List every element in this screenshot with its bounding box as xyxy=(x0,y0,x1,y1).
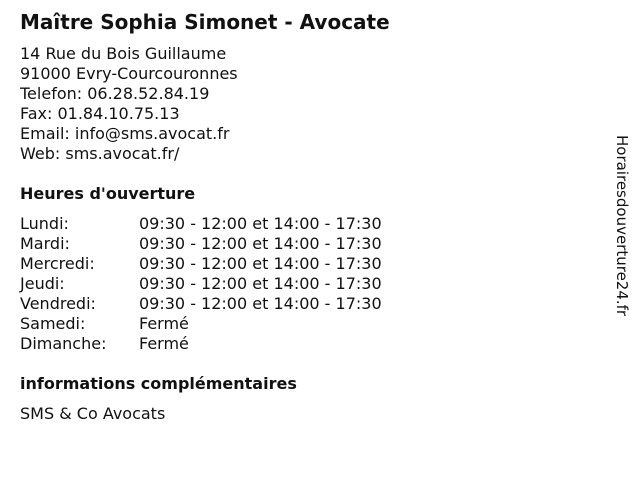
site-watermark: Horairesdouverture24.fr xyxy=(613,135,631,317)
day-label: Mardi: xyxy=(20,234,70,253)
time-value: 09:30 - 12:00 et 14:00 - 17:30 xyxy=(139,274,382,293)
day-label: Vendredi: xyxy=(20,294,96,313)
time-value: 09:30 - 12:00 et 14:00 - 17:30 xyxy=(139,254,382,273)
additional-info-heading: informations complémentaires xyxy=(20,374,297,393)
day-label: Lundi: xyxy=(20,214,69,233)
address-street: 14 Rue du Bois Guillaume xyxy=(20,44,227,63)
day-label: Samedi: xyxy=(20,314,86,333)
time-value: Fermé xyxy=(139,314,189,333)
day-label: Dimanche: xyxy=(20,334,107,353)
business-title: Maître Sophia Simonet - Avocate xyxy=(20,10,390,34)
day-label: Mercredi: xyxy=(20,254,95,273)
website: Web: sms.avocat.fr/ xyxy=(20,144,180,163)
phone-number: Telefon: 06.28.52.84.19 xyxy=(20,84,210,103)
time-value: 09:30 - 12:00 et 14:00 - 17:30 xyxy=(139,294,382,313)
email-address: Email: info@sms.avocat.fr xyxy=(20,124,230,143)
contact-info xyxy=(20,44,238,164)
time-value: 09:30 - 12:00 et 14:00 - 17:30 xyxy=(139,234,382,253)
address-city: 91000 Evry-Courcouronnes xyxy=(20,64,238,83)
additional-info-text: SMS & Co Avocats xyxy=(20,404,166,423)
opening-hours-heading: Heures d'ouverture xyxy=(20,184,196,203)
fax-number: Fax: 01.84.10.75.13 xyxy=(20,104,180,123)
day-label: Jeudi: xyxy=(20,274,65,293)
time-value: Fermé xyxy=(139,334,189,353)
time-value: 09:30 - 12:00 et 14:00 - 17:30 xyxy=(139,214,382,233)
